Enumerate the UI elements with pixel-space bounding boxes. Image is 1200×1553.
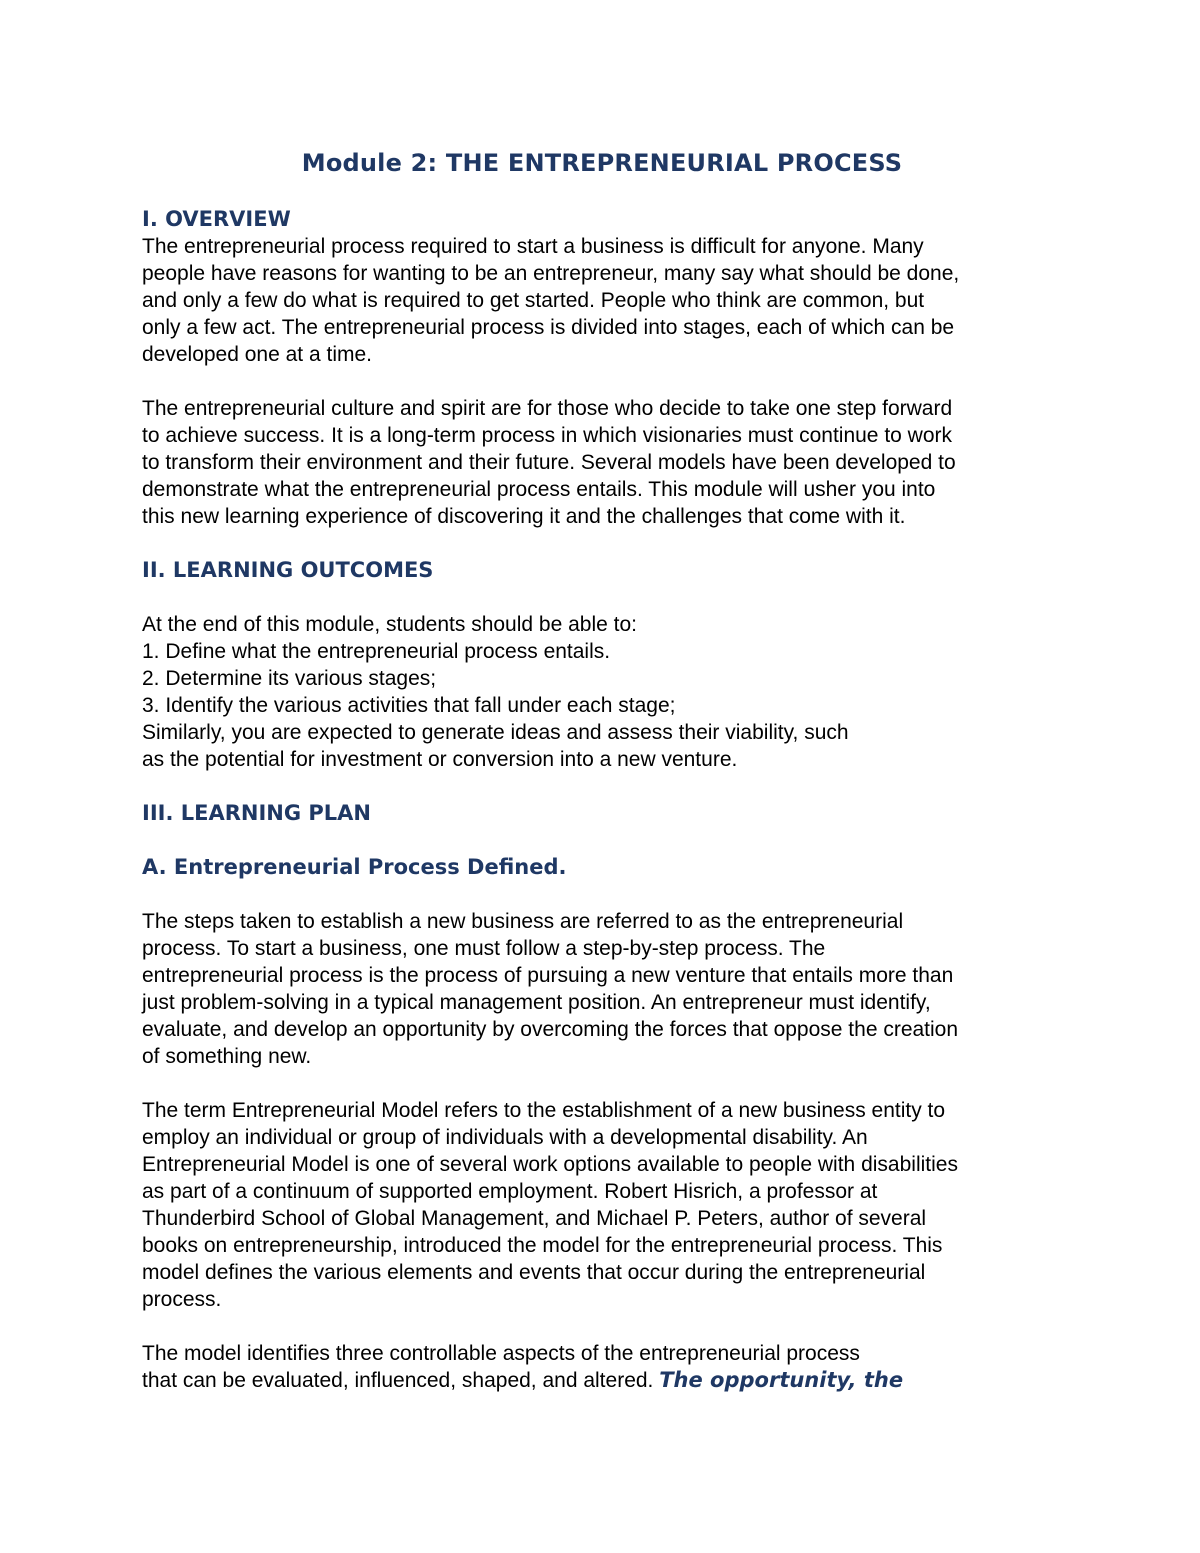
text-line: Entrepreneurial Model is one of several work options available to people with disabilities — [142, 1153, 958, 1176]
plan-paragraph-1 — [142, 908, 1062, 1070]
text-line: Thunderbird School of Global Management, and Michael P. Peters, author of several — [142, 1207, 927, 1230]
overview-paragraph-1 — [142, 233, 1062, 368]
overview-heading: I. OVERVIEW — [142, 207, 291, 231]
subsection-heading: A. Entrepreneurial Process Defined. — [142, 855, 567, 879]
text-run: that can be evaluated, influenced, shaped, and altered. — [142, 1369, 660, 1392]
learning-outcomes-heading: II. LEARNING OUTCOMES — [142, 558, 434, 582]
text-line: just problem-solving in a typical management position. An entrepreneur must identify, — [142, 991, 931, 1014]
text-line: evaluate, and develop an opportunity by overcoming the forces that oppose the creation — [142, 1018, 959, 1041]
outcomes-closing — [142, 719, 1062, 773]
text-line: to achieve success. It is a long-term process in which visionaries must continue to work — [142, 424, 953, 447]
text-line: as part of a continuum of supported employment. Robert Hisrich, a professor at — [142, 1180, 878, 1203]
text-line: The entrepreneurial culture and spirit are for those who decide to take one step forward — [142, 397, 953, 420]
text-line: The model identifies three controllable aspects of the entrepreneurial process — [142, 1342, 860, 1365]
outcomes-list — [142, 638, 1062, 719]
text-line: model defines the various elements and events that occur during the entrepreneurial — [142, 1261, 926, 1284]
text-line: books on entrepreneurship, introduced the model for the entrepreneurial process. This — [142, 1234, 943, 1257]
text-line: people have reasons for wanting to be an entrepreneur, many say what should be done, — [142, 262, 960, 285]
document-title: Module 2: THE ENTREPRENEURIAL PROCESS — [301, 149, 903, 177]
text-line: entrepreneurial process is the process of pursuing a new venture that entails more than — [142, 964, 954, 987]
text-line: demonstrate what the entrepreneurial process entails. This module will usher you into — [142, 478, 936, 501]
emphasized-text: The opportunity, the — [659, 1368, 904, 1392]
text-line: The steps taken to establish a new business are referred to as the entrepreneurial — [142, 910, 904, 933]
plan-paragraph-2 — [142, 1097, 1062, 1313]
text-line: The term Entrepreneurial Model refers to the establishment of a new business entity to — [142, 1099, 946, 1122]
outcome-item: 1. Define what the entrepreneurial process entails. — [142, 640, 611, 663]
overview-paragraph-2 — [142, 395, 1062, 530]
learning-plan-heading: III. LEARNING PLAN — [142, 801, 371, 825]
text-line: process. — [142, 1288, 222, 1311]
text-line: as the potential for investment or conversion into a new venture. — [142, 748, 738, 771]
text-line: The entrepreneurial process required to start a business is difficult for anyone. Many — [142, 235, 924, 258]
text-line: of something new. — [142, 1045, 312, 1068]
text-line: Similarly, you are expected to generate ideas and assess their viability, such — [142, 721, 849, 744]
text-line: employ an individual or group of individuals with a developmental disability. An — [142, 1126, 868, 1149]
text-line — [142, 1367, 1062, 1394]
outcome-item: 3. Identify the various activities that fall under each stage; — [142, 694, 676, 717]
text-line: only a few act. The entrepreneurial process is divided into stages, each of which can be — [142, 316, 955, 339]
text-line: to transform their environment and their future. Several models have been developed to — [142, 451, 956, 474]
text-line: developed one at a time. — [142, 343, 372, 366]
outcome-item: 2. Determine its various stages; — [142, 667, 437, 690]
outcomes-intro: At the end of this module, students should be able to: — [142, 613, 637, 636]
plan-paragraph-3 — [142, 1340, 1062, 1394]
text-line: this new learning experience of discovering it and the challenges that come with it. — [142, 505, 906, 528]
text-line: process. To start a business, one must follow a step-by-step process. The — [142, 937, 826, 960]
document-body — [142, 145, 1062, 1394]
text-line: and only a few do what is required to get started. People who think are common, but — [142, 289, 925, 312]
